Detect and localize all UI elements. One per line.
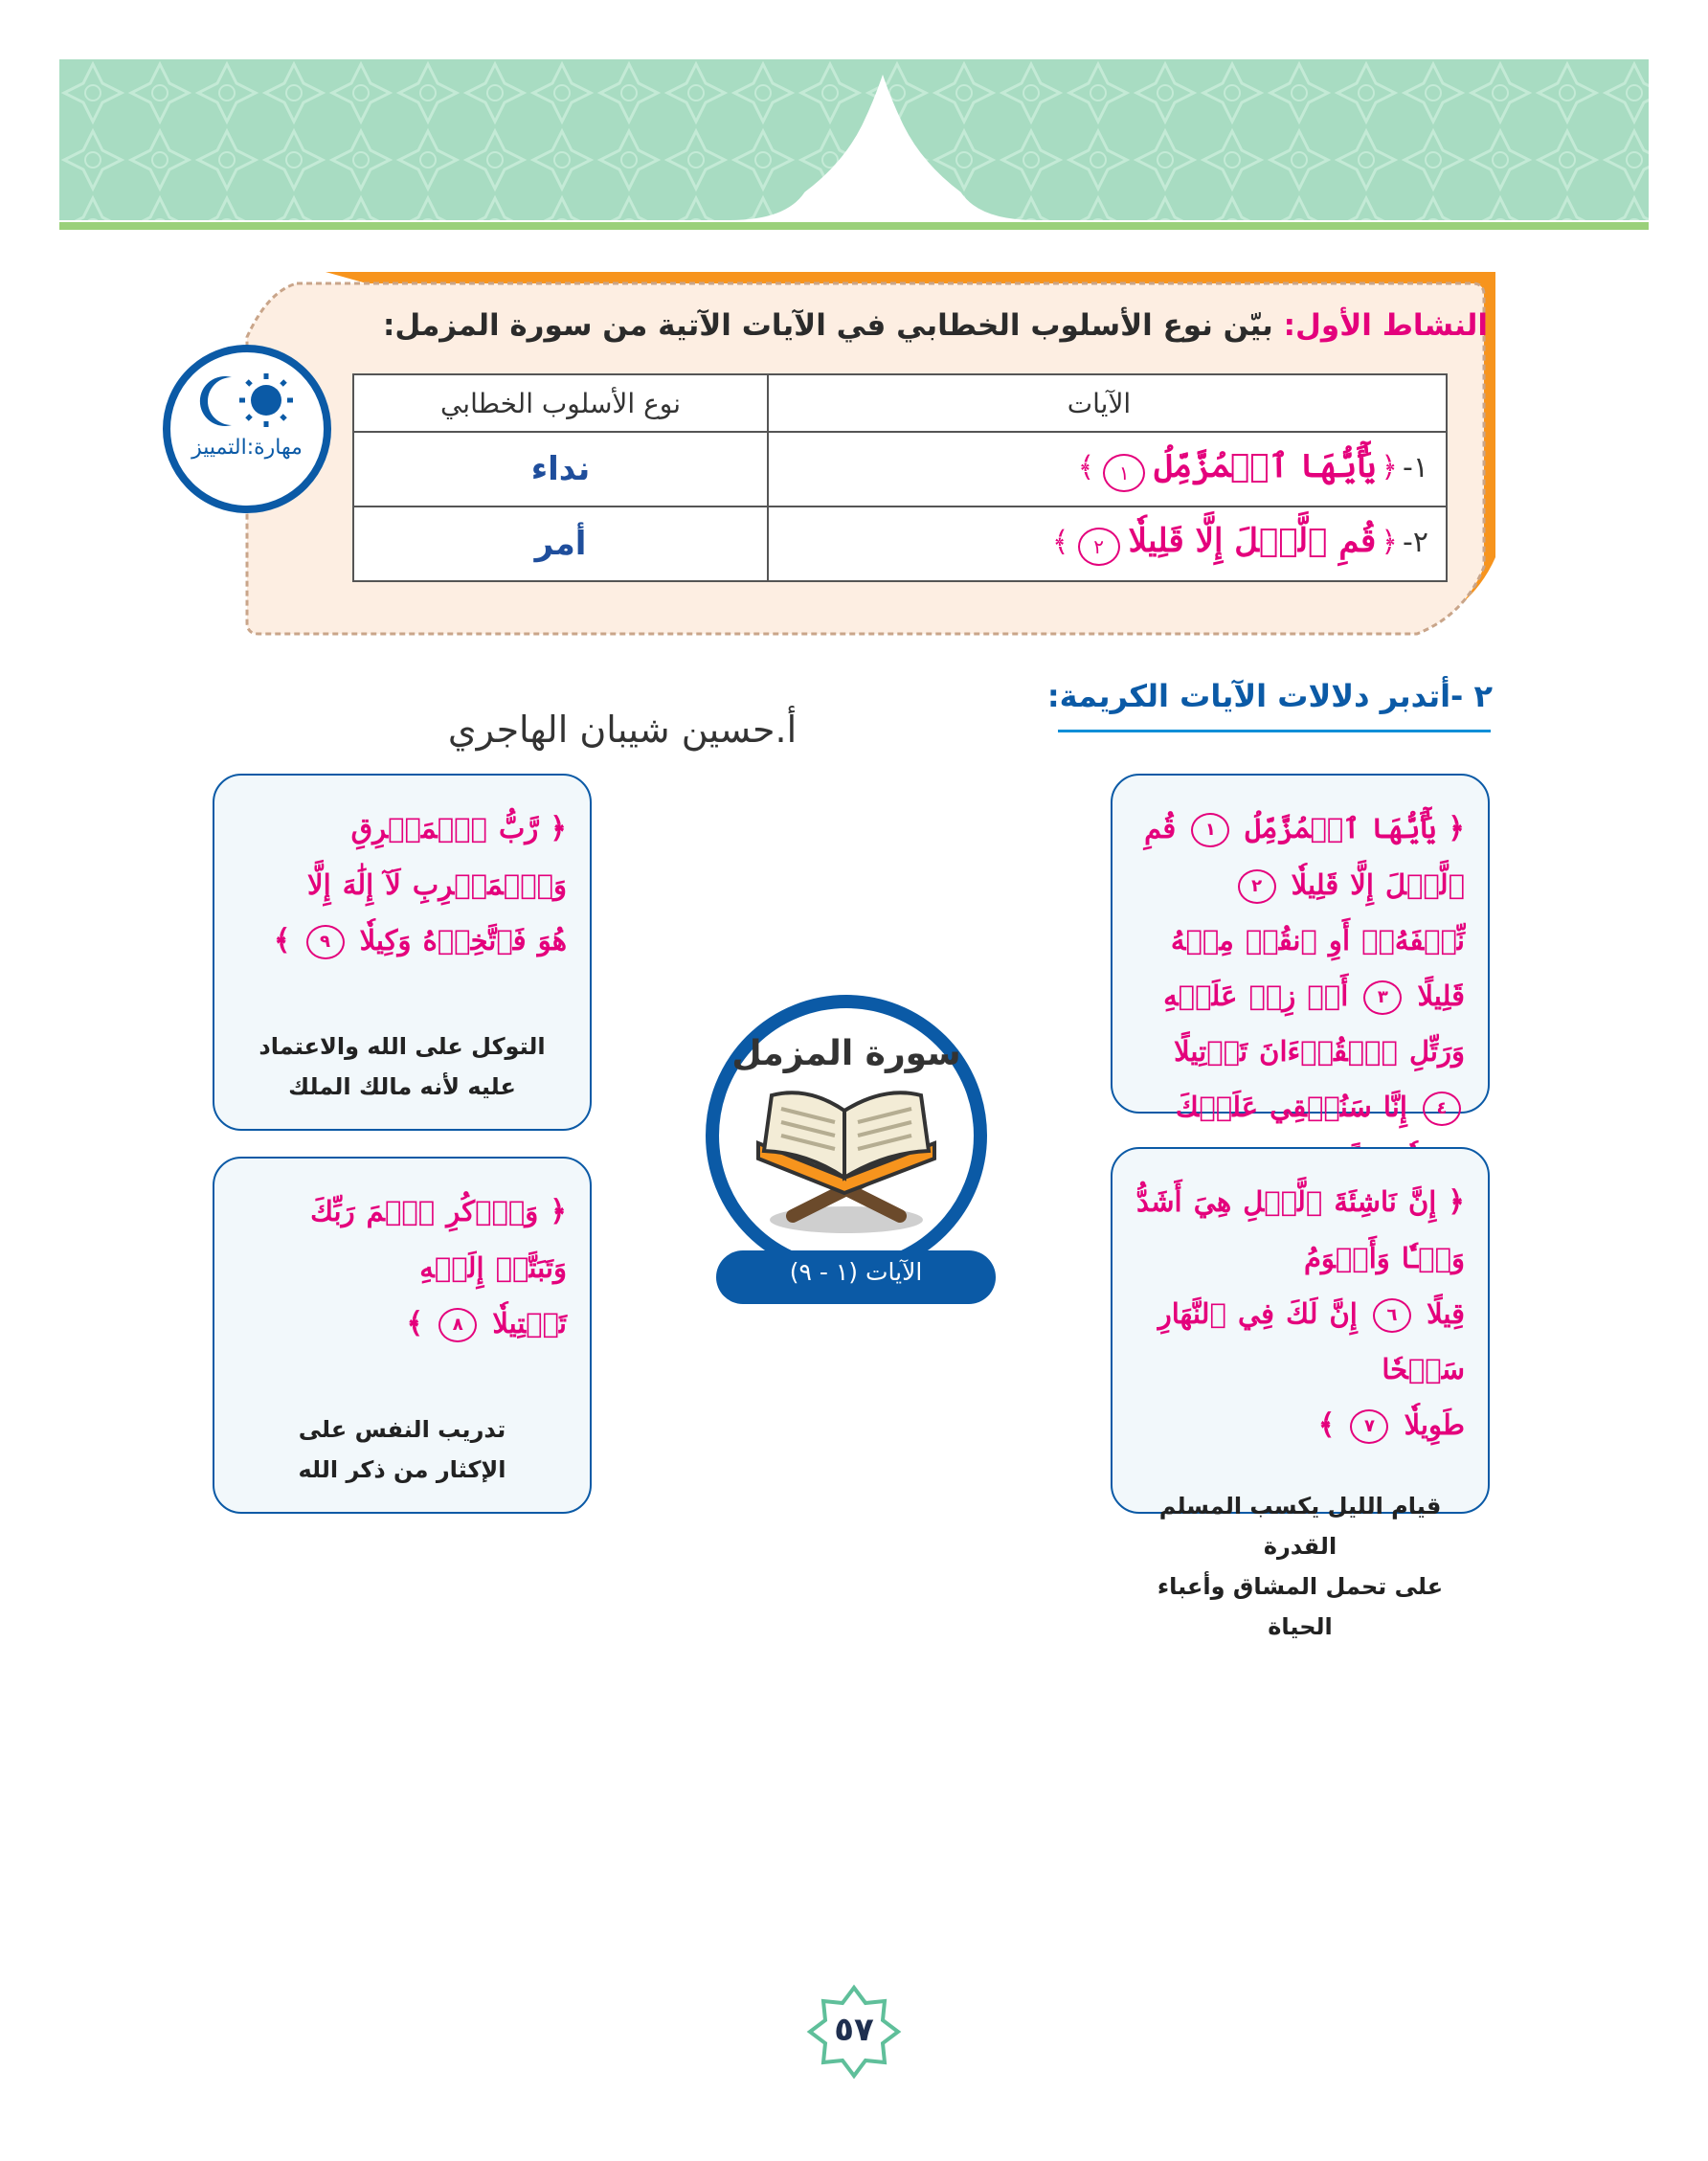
verse-cell [768,432,1447,506]
meaning-line: تدريب النفس على [298,1416,506,1443]
verse-text: نِّصۡفَهُۥٓ أَوِ ٱنقُصۡ مِنۡهُ قَلِيلًا [1170,924,1465,1012]
verse-text: وَرَتِّلِ ٱلۡقُرۡءَانَ تَرۡتِيلًا [1174,1035,1465,1068]
ayah-number: ٣ [1363,980,1402,1015]
verse-text: هُوَ فَٱتَّخِذۡهُ وَكِيلٗا [359,924,567,957]
verse-card-1-5 [1111,774,1490,1123]
activity-title-instruction: بيّن نوع الأسلوب الخطابي في الآيات الآتية من سورة المزمل: [383,308,1284,343]
verse-text: رَّبُّ ٱلۡمَشۡرِقِ وَٱلۡمَغۡرِبِ لَآ إِلَٰهَ إِلَّا [307,812,567,901]
ornament-close-icon: ﴾ [273,924,291,957]
skill-label: مهارة:التمييز [191,436,303,460]
card-verses [1135,1174,1465,1453]
card-verses [237,800,567,969]
ornament-open-icon: ﴿ [550,812,567,845]
header-decorative-band [59,59,1649,232]
row-number: ٢- [1403,525,1428,559]
verse-card-8 [213,1157,592,1514]
activity-title-lead: النشاط الأول: [1283,308,1488,343]
row-number: ١- [1403,451,1428,485]
verse-text: تَبۡتِيلٗا [492,1307,567,1339]
verse-cell [768,506,1447,581]
meaning-line: عليه لأنه مالك الملك [288,1073,516,1100]
ayah-number: ٩ [306,925,345,959]
verse-card-9 [213,774,592,1131]
ornament-open-icon: ﴿ [1448,812,1465,845]
ornament-open-icon: ﴿ [550,1195,567,1228]
meaning-line: على تحمل المشاق وأعباء الحياة [1157,1573,1444,1640]
ayah-number: ٨ [438,1308,477,1342]
verse-text: طَوِيلٗا [1404,1408,1465,1441]
ayah-number: ١ [1103,454,1145,492]
verse-text: قُمِ ٱلَّيۡلَ إِلَّا قَلِيلٗا [1128,521,1377,560]
verse-text: أَوۡ زِدۡ عَلَيۡهِ [1163,979,1349,1012]
header-verses: الآيات [768,374,1447,432]
table-row [353,432,1447,506]
verse-text: إِنَّا سَنُلۡقِي عَلَيۡكَ [1175,1091,1407,1123]
ornament-open-icon: ﴿ [1448,1185,1465,1219]
surah-name: سورة المزمل [731,1034,961,1073]
page-number: ٥٧ [834,2011,874,2049]
section-heading: ٢ -أتدبر دلالات الآيات الكريمة: [1046,678,1493,714]
card-meaning [237,1409,567,1490]
ornament-open-icon: ﴿ [1381,525,1398,559]
ornament-open-icon: ﴿ [1381,451,1398,485]
table-header-row [353,374,1447,432]
ornament-close-icon: ﴾ [1317,1408,1336,1442]
style-answer: نداء [353,432,768,506]
table-row [353,506,1447,581]
open-quran-icon [758,1092,934,1233]
header-style: نوع الأسلوب الخطابي [353,374,768,432]
ayah-number: ٦ [1373,1298,1411,1333]
ornament-close-icon: ﴾ [1077,451,1095,485]
section-heading-underline [1058,730,1491,732]
rhetorical-styles-table [352,373,1448,582]
verses-range: الآيات (١ - ٩) [789,1258,923,1286]
meaning-line: التوكل على الله والاعتماد [258,1033,546,1060]
ayah-number: ١ [1191,813,1229,847]
activity-title [383,308,1488,343]
ayah-number: ٢ [1078,528,1120,566]
card-meaning [1135,1486,1465,1647]
ayah-number: ٤ [1423,1092,1461,1126]
verse-card-6-7 [1111,1147,1490,1640]
verse-text: إِنَّ نَاشِئَةَ ٱلَّيۡلِ هِيَ أَشَدُّ وَطۡـٔٗا وَأَقۡوَمُ [1136,1185,1465,1274]
card-verses [237,1183,567,1352]
meaning-line: قيام الليل يكسب المسلم القدرة [1158,1493,1442,1560]
ayah-number: ٧ [1350,1409,1388,1444]
verse-text: يَٰٓأَيُّهَا ٱلۡمُزَّمِّلُ [1245,812,1437,844]
skill-badge [163,345,331,513]
verse-text: وَٱذۡكُرِ ٱسۡمَ رَبِّكَ وَتَبَتَّلۡ إِلَيۡهِ [310,1195,567,1284]
card-meaning [237,1026,567,1107]
ornament-close-icon: ﴾ [1051,525,1069,559]
verse-text: قِيلًا [1427,1297,1465,1330]
author-name: أ.حسين شيبان الهاجري [447,709,798,751]
ayah-number: ٢ [1238,869,1276,904]
card-verses [1135,800,1465,1191]
verse-text: يَٰٓأَيُّهَا ٱلۡمُزَّمِّلُ [1154,447,1377,486]
verse-text: إِنَّ لَكَ فِي ٱلنَّهَارِ سَبۡحٗا [1157,1297,1465,1385]
ornament-close-icon: ﴾ [406,1307,424,1340]
style-answer: أمر [353,506,768,581]
verse-text: قُمِ ٱلَّيۡلَ إِلَّا قَلِيلٗا [1144,812,1465,901]
meaning-line: الإكثار من ذكر الله [298,1456,506,1483]
